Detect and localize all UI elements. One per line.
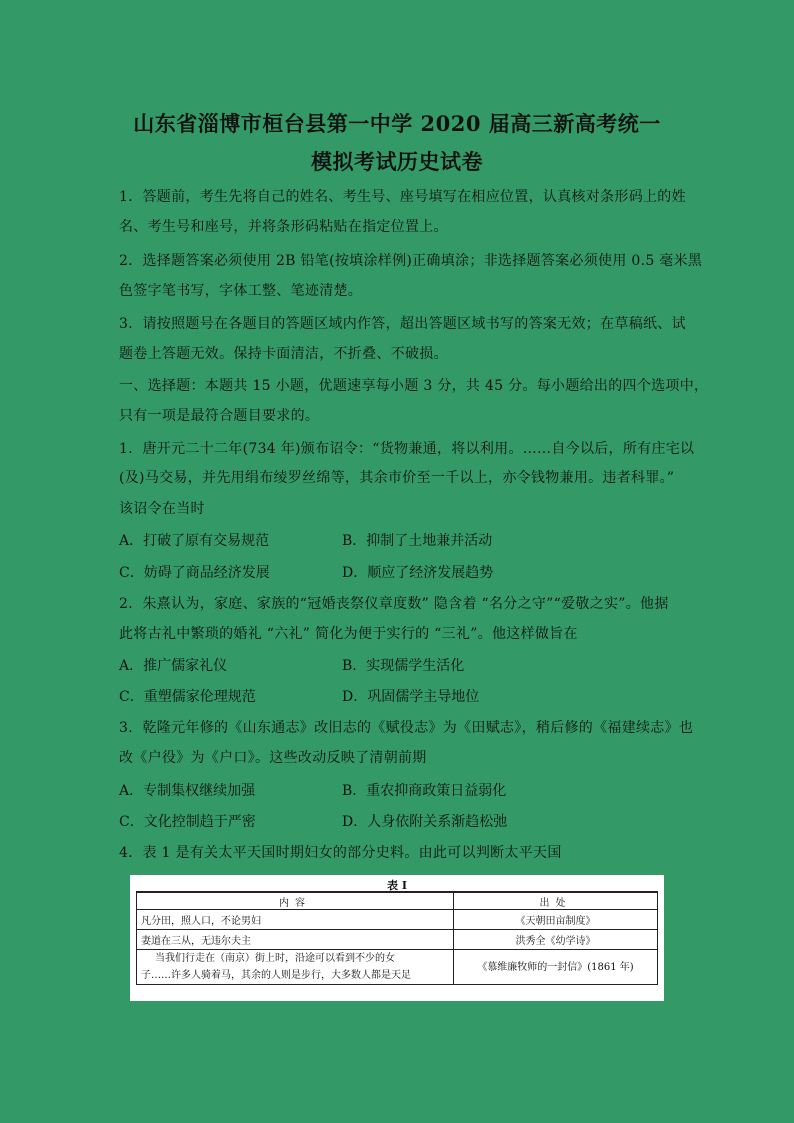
question-2-option-b: B．实现儒学生活化 <box>342 658 465 674</box>
question-3-option-a: A．专制集权继续加强 <box>119 783 256 799</box>
table-cell-source: 《天朝田亩制度》 <box>454 910 658 930</box>
table-cell-source: 洪秀全《幼学诗》 <box>454 930 658 950</box>
question-2-stem: 2．朱熹认为，家庭、家族的“冠婚丧祭仪章度数” 隐含着 “名分之守”“爱敬之实”。他据 <box>119 596 669 612</box>
table-cell-content-line: 当我们行走在（南京）街上时，沿途可以看到不少的女 <box>155 953 395 964</box>
question-1-option-a: A．打破了原有交易规范 <box>119 533 270 549</box>
section-heading: 一、选择题：本题共 15 小题，优题速享每小题 3 分，共 45 分。每小题给出的四个选项中， <box>119 378 709 394</box>
question-2-option-c: C．重塑儒家伦理规范 <box>119 689 256 705</box>
instruction-line: 1．答题前，考生先将自己的姓名、考生号、座号填写在相应位置，认真核对条形码上的姓 <box>119 189 686 205</box>
question-2-option-a: A．推广儒家礼仪 <box>119 658 228 674</box>
table-row <box>137 950 658 985</box>
table-cell-content: 凡分田，照人口，不论男妇 <box>137 910 454 930</box>
section-heading: 只有一项是最符合题目要求的。 <box>119 408 320 424</box>
table-row <box>137 930 658 950</box>
exam-title-line-1: 山东省淄博市桓台县第一中学 2020 届高三新高考统一 <box>133 111 661 136</box>
question-3-stem: 改《户役》为《户口》。这些改动反映了清朝前期 <box>119 750 427 766</box>
table-cell-content <box>137 950 454 985</box>
instruction-line: 题卷上答题无效。保持卡面清洁，不折叠、不破损。 <box>119 346 448 362</box>
question-1-option-d: D．顺应了经济发展趋势 <box>342 565 494 581</box>
question-3-stem: 3．乾隆元年修的《山东通志》改旧志的《赋役志》为《田赋志》，稍后修的《福建续志》也 <box>119 720 694 736</box>
question-3-option-c: C．文化控制趋于严密 <box>119 814 256 830</box>
question-4-stem: 4．表 1 是有关太平天国时期妇女的部分史料。由此可以判断太平天国 <box>119 845 562 861</box>
history-source-table <box>130 875 664 1001</box>
instruction-line: 2．选择题答案必须使用 2B 铅笔(按填涂样例)正确填涂；非选择题答案必须使用 0.5 毫米黑 <box>119 253 703 269</box>
table-cell-content: 妻道在三从，无违尔夫主 <box>137 930 454 950</box>
question-3-option-b: B．重农抑商政策日益弱化 <box>342 783 507 799</box>
table-caption: 表 I <box>387 879 407 892</box>
instruction-line: 3．请按照题号在各题目的答题区域内作答，超出答题区域书写的答案无效；在草稿纸、试 <box>119 316 686 332</box>
exam-title-line-2: 模拟考试历史试卷 <box>311 149 483 174</box>
question-2-option-d: D．巩固儒学主导地位 <box>342 689 480 705</box>
source-table <box>136 891 658 985</box>
question-3-option-d: D．人身依附关系渐趋松弛 <box>342 814 508 830</box>
instruction-line: 色签字笔书写，字体工整、笔迹清楚。 <box>119 283 363 299</box>
question-1-option-b: B．抑制了土地兼并活动 <box>342 533 493 549</box>
table-header-source: 出处 <box>454 892 658 910</box>
table-cell-content-line: 子……许多人骑着马，其余的人则是步行，大多数人都是天足 <box>141 970 411 981</box>
question-1-option-c: C．妨碍了商品经济发展 <box>119 565 270 581</box>
question-1-stem: 该诏令在当时 <box>119 501 205 517</box>
question-1-stem: 1．唐开元二十二年(734 年)颁布诏令：“货物兼通，将以利用。……自今以后，所有庄宅以 <box>119 441 695 457</box>
table-cell-source: 《慕维廉牧师的一封信》(1861 年) <box>454 950 658 985</box>
question-1-stem: (及)马交易，并先用绢布绫罗丝绵等，其余市价至一千以上，亦令钱物兼用。违者科罪。” <box>119 470 675 486</box>
question-2-stem: 此将古礼中繁琐的婚礼 “六礼” 简化为便于实行的 “三礼”。他这样做旨在 <box>119 626 578 642</box>
instruction-line: 名、考生号和座号，并将条形码粘贴在指定位置上。 <box>119 219 448 235</box>
table-row <box>137 910 658 930</box>
table-header-content: 内容 <box>137 892 454 910</box>
